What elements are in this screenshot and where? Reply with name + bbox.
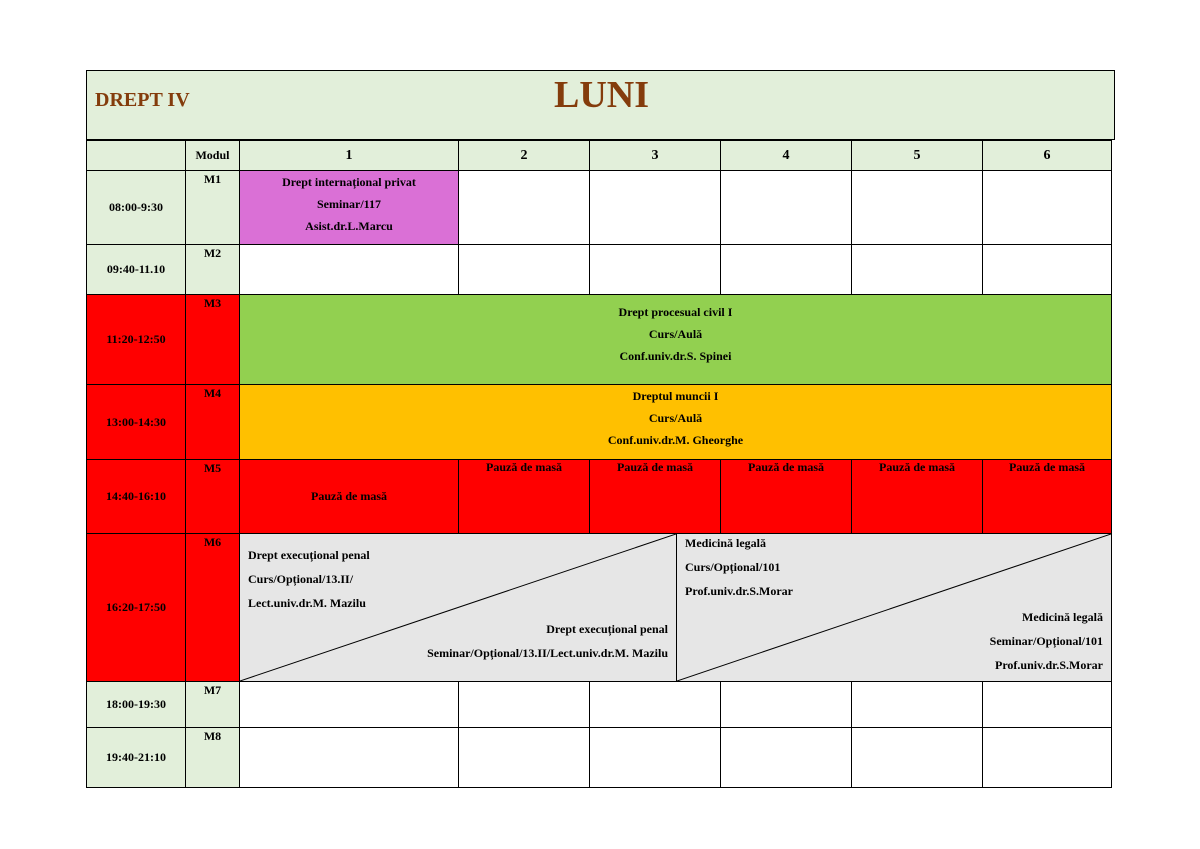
m6-right-split-cell (676, 533, 1112, 682)
empty-cell (458, 727, 590, 788)
col-header-5: 5 (851, 140, 983, 171)
empty-cell (239, 244, 459, 295)
empty-cell (589, 681, 721, 728)
course-type: Curs/Aulă (648, 327, 703, 341)
module-cell-m3 (185, 294, 240, 385)
empty-cell (851, 681, 983, 728)
course-title: Drept procesual civil I (618, 305, 733, 319)
course-teacher: Prof.univ.dr.S.Morar (685, 584, 794, 598)
col-header-3: 3 (589, 140, 721, 171)
module-label: M7 (203, 683, 222, 697)
empty-cell (239, 727, 459, 788)
empty-cell (851, 244, 983, 295)
empty-cell (982, 244, 1112, 295)
course-title: Drept internațional privat (282, 175, 416, 189)
col-header-1: 1 (239, 140, 459, 171)
m6-left-split-cell (239, 533, 677, 682)
module-label: M8 (203, 729, 222, 743)
module-label: M6 (203, 535, 222, 549)
course-title: Dreptul muncii I (632, 389, 719, 403)
break-label: Pauză de masă (617, 460, 693, 474)
day-title: LUNI (553, 74, 650, 116)
empty-cell (720, 727, 852, 788)
course-type: Curs/Aulă (648, 411, 703, 425)
col-header-6: 6 (982, 140, 1112, 171)
empty-cell (589, 727, 721, 788)
lunch-break-cell-3 (589, 459, 721, 534)
module-label: M4 (203, 386, 222, 400)
empty-cell (720, 170, 852, 245)
empty-cell (720, 681, 852, 728)
lunch-break-cell-2 (458, 459, 590, 534)
empty-cell (851, 170, 983, 245)
course-type: Seminar/Opțional/101 (989, 634, 1103, 648)
course-teacher: Prof.univ.dr.S.Morar (994, 658, 1103, 672)
course-type: Curs/Opțional/13.II/ (248, 572, 354, 586)
module-cell-m8 (185, 727, 240, 788)
break-label: Pauză de masă (748, 460, 824, 474)
empty-cell (982, 681, 1112, 728)
time-cell-m4: 13:00-14:30 (86, 384, 186, 460)
module-cell-m5 (185, 459, 240, 534)
course-title: Drept execuțional penal (248, 548, 370, 562)
course-teacher: Lect.univ.dr.M. Mazilu (248, 596, 366, 610)
time-cell-m1: 08:00-9:30 (86, 170, 186, 245)
time-cell-m3: 11:20-12:50 (86, 294, 186, 385)
m1-seminar-cell (239, 170, 459, 245)
course-teacher: Conf.univ.dr.M. Gheorghe (607, 433, 744, 447)
empty-cell (720, 244, 852, 295)
empty-cell (982, 727, 1112, 788)
module-label: M1 (203, 172, 222, 186)
time-cell-m8: 19:40-21:10 (86, 727, 186, 788)
empty-cell (589, 170, 721, 245)
time-cell-m6: 16:20-17:50 (86, 533, 186, 682)
time-cell-m7: 18:00-19:30 (86, 681, 186, 728)
time-cell-m5: 14:40-16:10 (86, 459, 186, 534)
modul-header: Modul (185, 140, 240, 171)
col-header-4: 4 (720, 140, 852, 171)
lunch-break-cell-5 (851, 459, 983, 534)
empty-cell (851, 727, 983, 788)
module-cell-m7 (185, 681, 240, 728)
empty-cell (982, 170, 1112, 245)
course-teacher: Conf.univ.dr.S. Spinei (619, 349, 732, 363)
course-type: Seminar/117 (316, 197, 381, 211)
break-label: Pauză de masă (1009, 460, 1085, 474)
break-label: Pauză de masă (486, 460, 562, 474)
col-header-2: 2 (458, 140, 590, 171)
time-cell-m2: 09:40-11.10 (86, 244, 186, 295)
corner-cell (86, 140, 186, 171)
course-title: Drept execuțional penal (546, 622, 668, 636)
program-title: DREPT IV (95, 89, 190, 111)
module-cell-m1 (185, 170, 240, 245)
m3-course-cell (239, 294, 1112, 385)
m4-course-cell (239, 384, 1112, 460)
break-label: Pauză de masă (879, 460, 955, 474)
course-type: Curs/Opțional/101 (685, 560, 781, 574)
title-banner (86, 70, 1115, 140)
module-label: M5 (203, 461, 222, 475)
module-cell-m4 (185, 384, 240, 460)
course-details: Seminar/Opțional/13.II/Lect.univ.dr.M. Mazilu (427, 646, 668, 660)
empty-cell (239, 681, 459, 728)
module-label: M3 (203, 296, 222, 310)
lunch-break-cell-4 (720, 459, 852, 534)
module-label: M2 (203, 246, 222, 260)
course-title: Medicină legală (1022, 610, 1103, 624)
lunch-break-cell-6 (982, 459, 1112, 534)
empty-cell (458, 170, 590, 245)
lunch-break-cell-1: Pauză de masă (239, 459, 459, 534)
module-cell-m6 (185, 533, 240, 682)
course-teacher: Asist.dr.L.Marcu (305, 219, 393, 233)
course-title: Medicină legală (685, 536, 766, 550)
module-cell-m2 (185, 244, 240, 295)
empty-cell (458, 681, 590, 728)
empty-cell (458, 244, 590, 295)
empty-cell (589, 244, 721, 295)
